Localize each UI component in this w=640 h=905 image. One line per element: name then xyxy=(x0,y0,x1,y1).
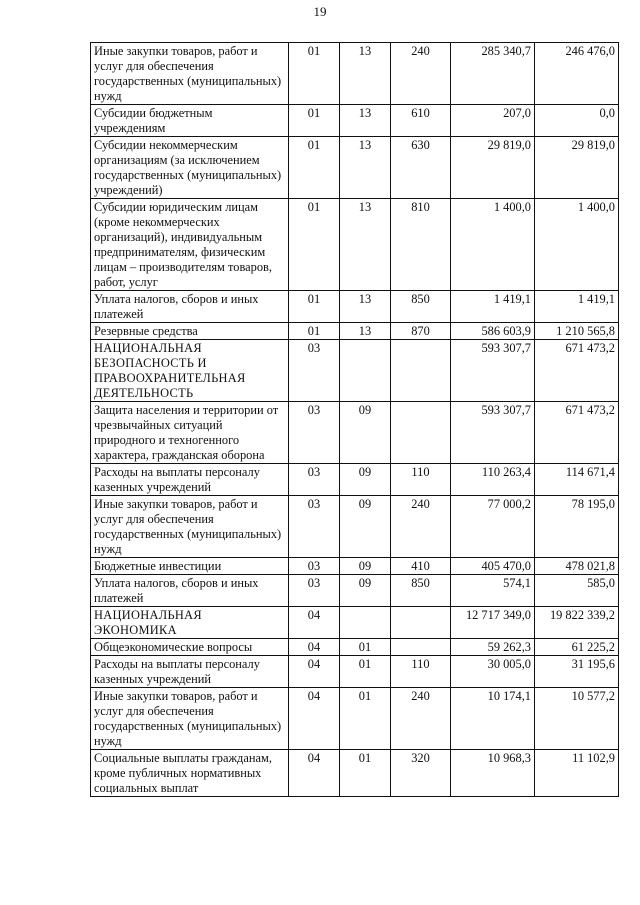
row-subsection-code: 13 xyxy=(340,137,391,199)
row-amount-year2: 246 476,0 xyxy=(535,43,619,105)
table-row xyxy=(91,402,619,464)
row-name: Субсидии некоммерческим организациям (за исключением государственных (муниципальных) учреждений) xyxy=(91,137,289,199)
row-subsection-code: 13 xyxy=(340,291,391,323)
section-name: НАЦИОНАЛЬНАЯ ЭКОНОМИКА xyxy=(91,607,289,639)
row-subsection-code xyxy=(340,607,391,639)
row-name: Субсидии юридическим лицам (кроме некоммерческих организаций), индивидуальным предпринимателям, физическим лицам – производителям товаров, работ, услуг xyxy=(91,199,289,291)
row-amount-year2: 31 195,6 xyxy=(535,656,619,688)
row-expense-type-code: 850 xyxy=(391,575,451,607)
row-expense-type-code: 810 xyxy=(391,199,451,291)
table-row xyxy=(91,291,619,323)
row-amount-year2: 19 822 339,2 xyxy=(535,607,619,639)
row-amount-year2: 478 021,8 xyxy=(535,558,619,575)
row-name: Уплата налогов, сборов и иных платежей xyxy=(91,291,289,323)
row-expense-type-code: 240 xyxy=(391,496,451,558)
row-section-code: 01 xyxy=(289,199,340,291)
row-name: Резервные средства xyxy=(91,323,289,340)
row-expense-type-code: 410 xyxy=(391,558,451,575)
row-section-code: 03 xyxy=(289,340,340,402)
row-name: Бюджетные инвестиции xyxy=(91,558,289,575)
table-row xyxy=(91,558,619,575)
row-subsection-code: 13 xyxy=(340,105,391,137)
table-row xyxy=(91,43,619,105)
row-name: Иные закупки товаров, работ и услуг для обеспечения государственных (муниципальных) нужд xyxy=(91,496,289,558)
row-name: Уплата налогов, сборов и иных платежей xyxy=(91,575,289,607)
row-amount-year2: 585,0 xyxy=(535,575,619,607)
row-subsection-code: 09 xyxy=(340,496,391,558)
row-name: Защита населения и территории от чрезвычайных ситуаций природного и техногенного характера, гражданская оборона xyxy=(91,402,289,464)
row-expense-type-code: 850 xyxy=(391,291,451,323)
row-amount-year1: 586 603,9 xyxy=(451,323,535,340)
row-amount-year1: 593 307,7 xyxy=(451,340,535,402)
row-name: Расходы на выплаты персоналу казенных учреждений xyxy=(91,464,289,496)
row-section-code: 04 xyxy=(289,750,340,797)
row-section-code: 04 xyxy=(289,656,340,688)
row-subsection-code: 01 xyxy=(340,750,391,797)
row-expense-type-code: 320 xyxy=(391,750,451,797)
table-row xyxy=(91,105,619,137)
row-amount-year2: 671 473,2 xyxy=(535,340,619,402)
section-row xyxy=(91,340,619,402)
row-section-code: 01 xyxy=(289,43,340,105)
row-amount-year2: 11 102,9 xyxy=(535,750,619,797)
row-amount-year2: 1 419,1 xyxy=(535,291,619,323)
budget-table xyxy=(90,42,619,797)
row-subsection-code: 01 xyxy=(340,639,391,656)
row-amount-year2: 10 577,2 xyxy=(535,688,619,750)
row-amount-year1: 29 819,0 xyxy=(451,137,535,199)
row-expense-type-code xyxy=(391,607,451,639)
row-expense-type-code xyxy=(391,639,451,656)
row-amount-year1: 110 263,4 xyxy=(451,464,535,496)
row-section-code: 01 xyxy=(289,323,340,340)
row-amount-year1: 10 174,1 xyxy=(451,688,535,750)
row-amount-year1: 593 307,7 xyxy=(451,402,535,464)
row-subsection-code xyxy=(340,340,391,402)
table-row xyxy=(91,137,619,199)
page-number: 19 xyxy=(313,4,327,19)
row-amount-year1: 77 000,2 xyxy=(451,496,535,558)
table-row xyxy=(91,688,619,750)
budget-table-body xyxy=(91,43,619,797)
row-amount-year1: 12 717 349,0 xyxy=(451,607,535,639)
row-expense-type-code: 610 xyxy=(391,105,451,137)
row-name: Иные закупки товаров, работ и услуг для обеспечения государственных (муниципальных) нужд xyxy=(91,688,289,750)
table-row xyxy=(91,656,619,688)
row-section-code: 01 xyxy=(289,137,340,199)
row-amount-year2: 114 671,4 xyxy=(535,464,619,496)
row-subsection-code: 09 xyxy=(340,575,391,607)
section-name: НАЦИОНАЛЬНАЯ БЕЗОПАСНОСТЬ И ПРАВООХРАНИТЕЛЬНАЯ ДЕЯТЕЛЬНОСТЬ xyxy=(91,340,289,402)
table-row xyxy=(91,639,619,656)
row-amount-year1: 405 470,0 xyxy=(451,558,535,575)
row-amount-year1: 1 400,0 xyxy=(451,199,535,291)
row-amount-year1: 30 005,0 xyxy=(451,656,535,688)
row-section-code: 03 xyxy=(289,558,340,575)
row-subsection-code: 01 xyxy=(340,656,391,688)
row-expense-type-code: 110 xyxy=(391,464,451,496)
table-row xyxy=(91,575,619,607)
row-name: Социальные выплаты гражданам, кроме публичных нормативных социальных выплат xyxy=(91,750,289,797)
row-expense-type-code xyxy=(391,340,451,402)
row-subsection-code: 13 xyxy=(340,43,391,105)
row-amount-year2: 1 400,0 xyxy=(535,199,619,291)
row-amount-year2: 1 210 565,8 xyxy=(535,323,619,340)
row-expense-type-code: 630 xyxy=(391,137,451,199)
row-amount-year1: 59 262,3 xyxy=(451,639,535,656)
row-name: Иные закупки товаров, работ и услуг для обеспечения государственных (муниципальных) нужд xyxy=(91,43,289,105)
row-section-code: 04 xyxy=(289,688,340,750)
row-amount-year1: 574,1 xyxy=(451,575,535,607)
row-subsection-code: 13 xyxy=(340,323,391,340)
table-row xyxy=(91,496,619,558)
row-subsection-code: 13 xyxy=(340,199,391,291)
row-expense-type-code xyxy=(391,402,451,464)
row-section-code: 04 xyxy=(289,639,340,656)
section-row xyxy=(91,607,619,639)
row-section-code: 01 xyxy=(289,105,340,137)
row-amount-year1: 207,0 xyxy=(451,105,535,137)
row-subsection-code: 09 xyxy=(340,558,391,575)
row-expense-type-code: 110 xyxy=(391,656,451,688)
row-expense-type-code: 870 xyxy=(391,323,451,340)
row-amount-year2: 671 473,2 xyxy=(535,402,619,464)
row-expense-type-code: 240 xyxy=(391,43,451,105)
row-subsection-code: 01 xyxy=(340,688,391,750)
row-section-code: 03 xyxy=(289,464,340,496)
row-section-code: 01 xyxy=(289,291,340,323)
row-name: Субсидии бюджетным учреждениям xyxy=(91,105,289,137)
row-amount-year2: 0,0 xyxy=(535,105,619,137)
table-row xyxy=(91,199,619,291)
row-amount-year1: 285 340,7 xyxy=(451,43,535,105)
row-subsection-code: 09 xyxy=(340,464,391,496)
row-section-code: 03 xyxy=(289,496,340,558)
table-row xyxy=(91,750,619,797)
row-amount-year2: 78 195,0 xyxy=(535,496,619,558)
row-name: Общеэкономические вопросы xyxy=(91,639,289,656)
table-row xyxy=(91,323,619,340)
row-amount-year2: 61 225,2 xyxy=(535,639,619,656)
row-section-code: 03 xyxy=(289,575,340,607)
row-expense-type-code: 240 xyxy=(391,688,451,750)
row-amount-year2: 29 819,0 xyxy=(535,137,619,199)
table-row xyxy=(91,464,619,496)
row-subsection-code: 09 xyxy=(340,402,391,464)
row-section-code: 04 xyxy=(289,607,340,639)
row-amount-year1: 1 419,1 xyxy=(451,291,535,323)
row-section-code: 03 xyxy=(289,402,340,464)
row-name: Расходы на выплаты персоналу казенных учреждений xyxy=(91,656,289,688)
row-amount-year1: 10 968,3 xyxy=(451,750,535,797)
